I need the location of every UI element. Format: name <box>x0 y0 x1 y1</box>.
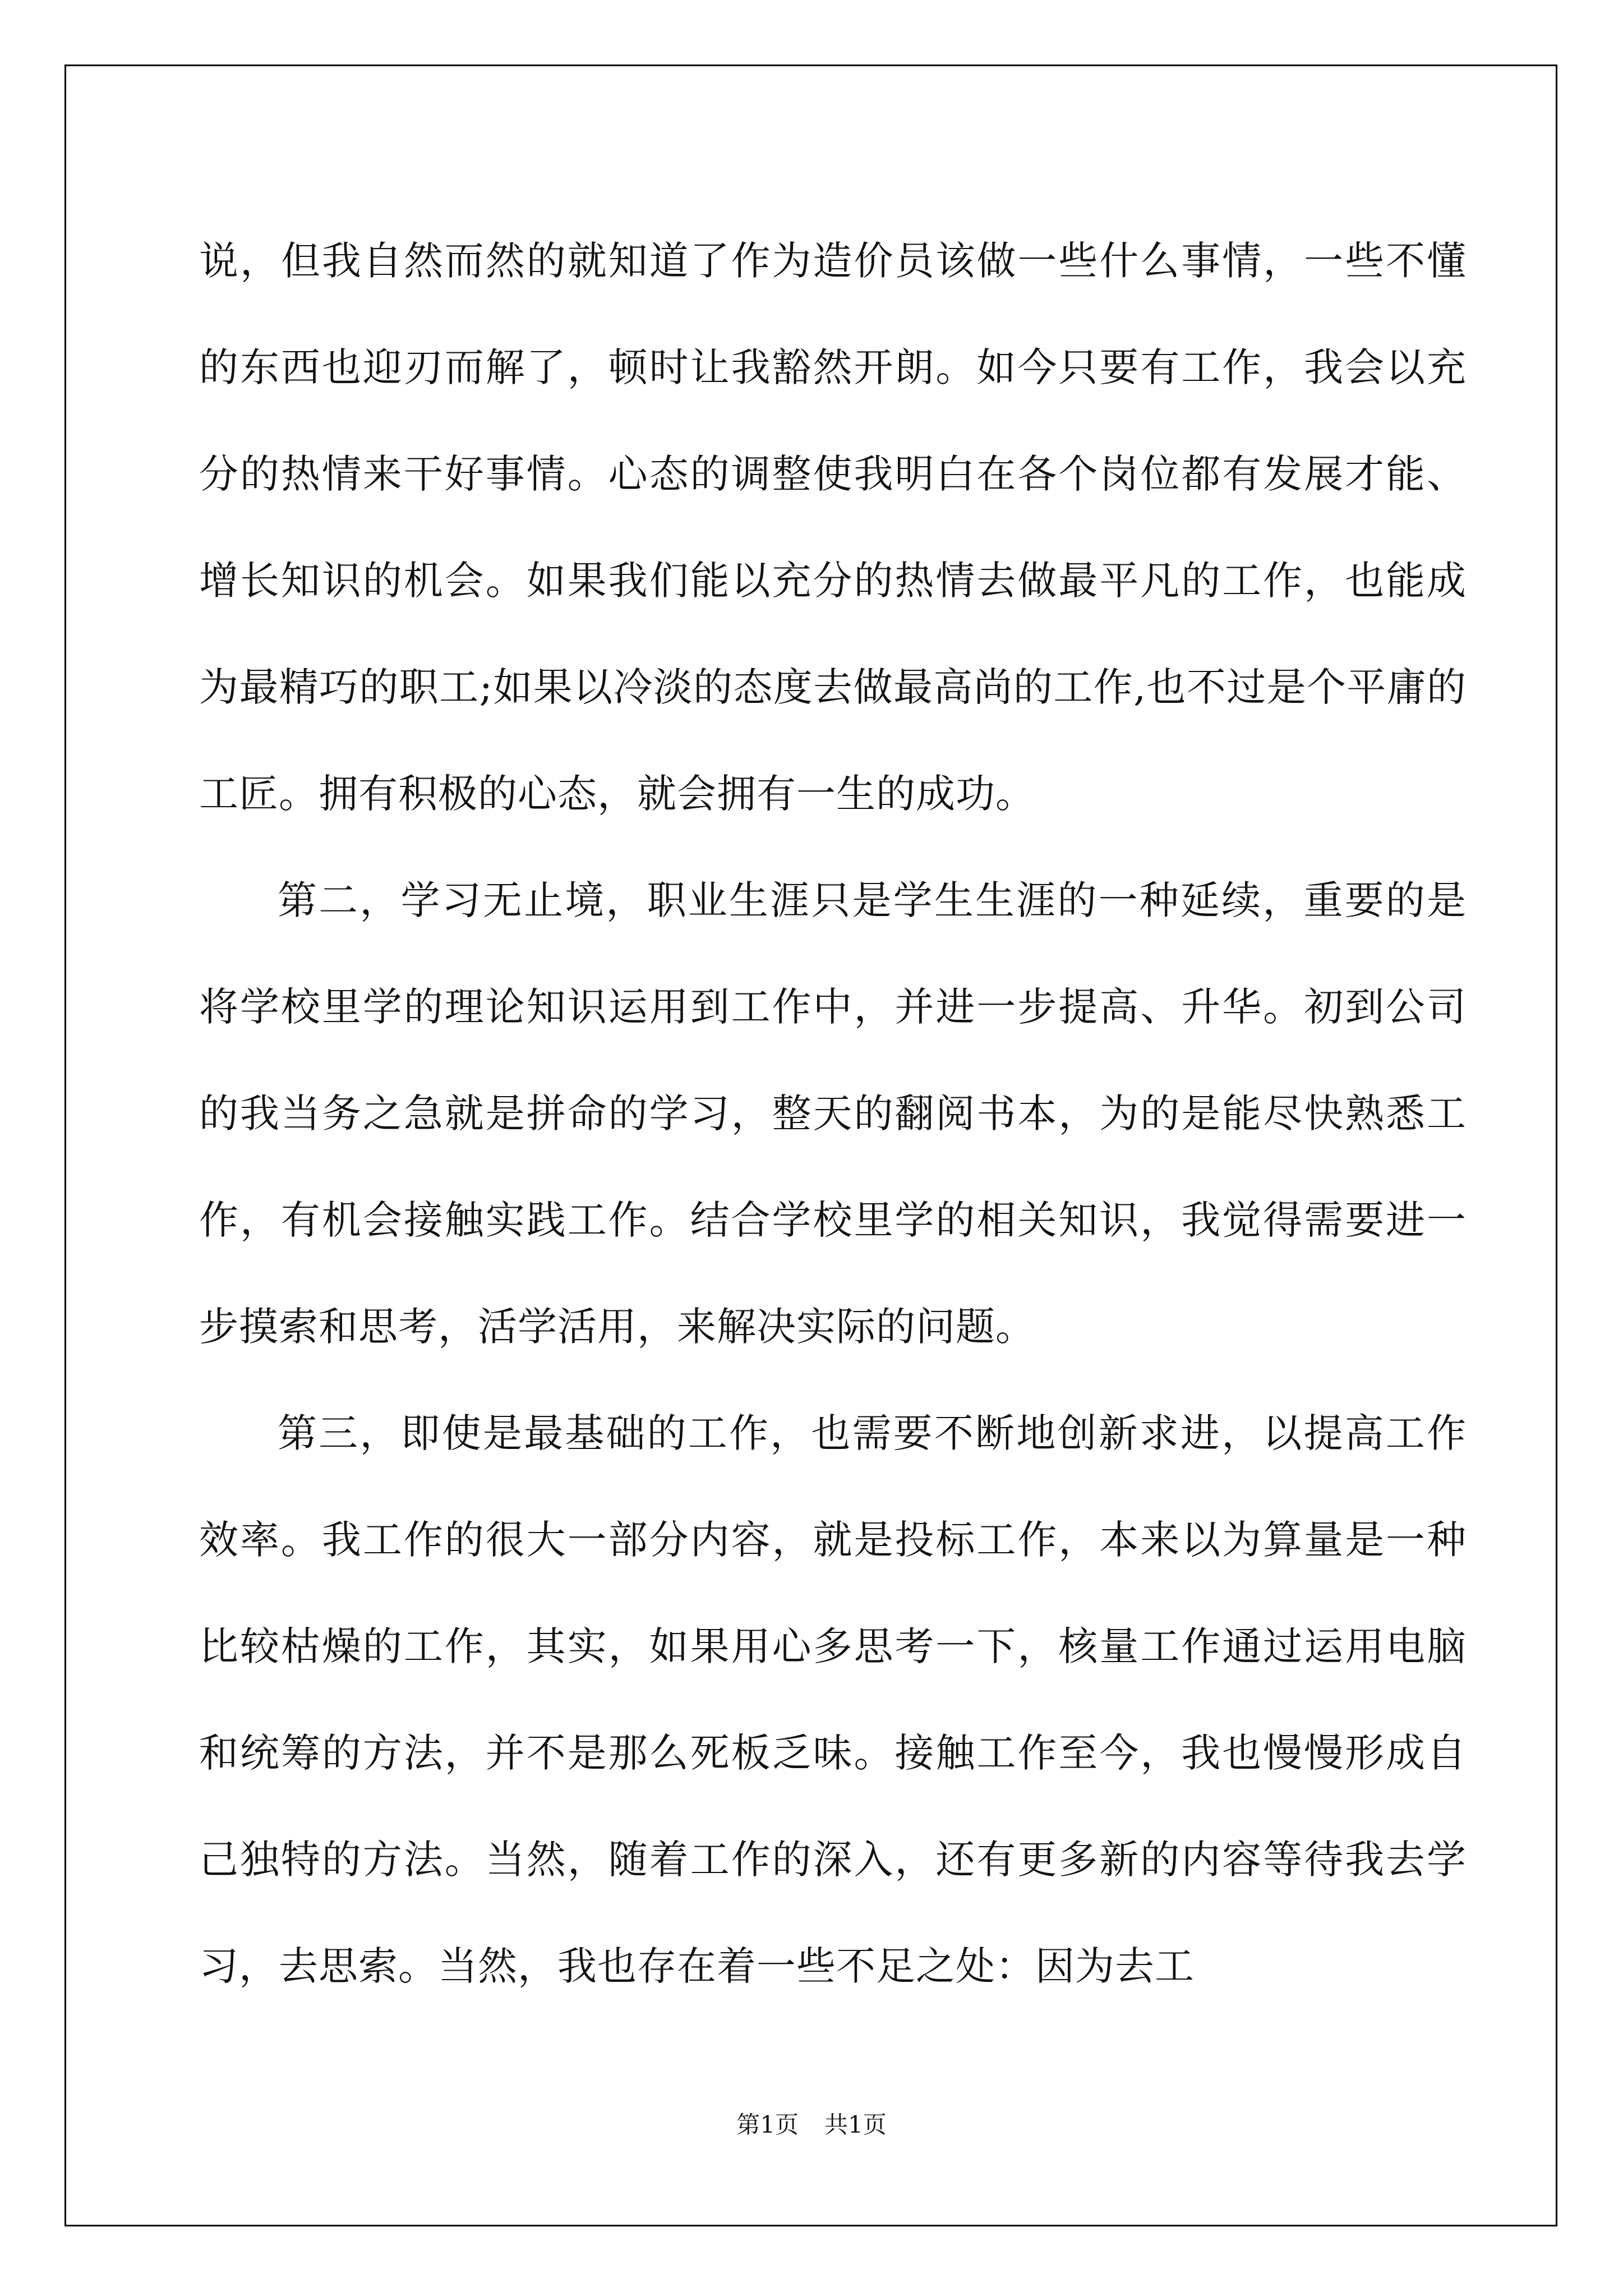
paragraph-1: 说，但我自然而然的就知道了作为造价员该做一些什么事情，一些不懂的东西也迎刃而解了，顿时让我豁然开朗。如今只要有工作，我会以充分的热情来干好事情。心态的调整使我明白在各个岗位都有发展才能、增长知识的机会。如果我们能以充分的热情去做最平凡的工作，也能成为最精巧的职工;如果以冷淡的态度去做最高尚的工作,也不过是个平庸的工匠。拥有积极的心态，就会拥有一生的成功。 <box>199 238 1467 817</box>
total-pages: 共1页 <box>824 2111 887 2138</box>
paragraph-3: 第三，即使是最基础的工作，也需要不断地创新求进，以提高工作效率。我工作的很大一部分内容，就是投标工作，本来以为算量是一种比较枯燥的工作，其实，如果用心多思考一下，核量工作通过运用电脑和统筹的方法，并不是那么死板乏味。接触工作至今，我也慢慢形成自己独特的方法。当然，随着工作的深入，还有更多新的内容等待我去学习，去思索。当然，我也存在着一些不足之处：因为去工 <box>199 1410 1467 1989</box>
paragraph-2: 第二，学习无止境，职业生涯只是学生生涯的一种延续，重要的是将学校里学的理论知识运用到工作中，并进一步提高、升华。初到公司的我当务之急就是拼命的学习，整天的翻阅书本，为的是能尽快熟悉工作，有机会接触实践工作。结合学校里学的相关知识，我觉得需要进一步摸索和思考，活学活用，来解决实际的问题。 <box>199 877 1467 1350</box>
document-body <box>199 208 1467 2019</box>
page-footer <box>0 2106 1623 2140</box>
page-number: 第1页 <box>736 2111 799 2138</box>
